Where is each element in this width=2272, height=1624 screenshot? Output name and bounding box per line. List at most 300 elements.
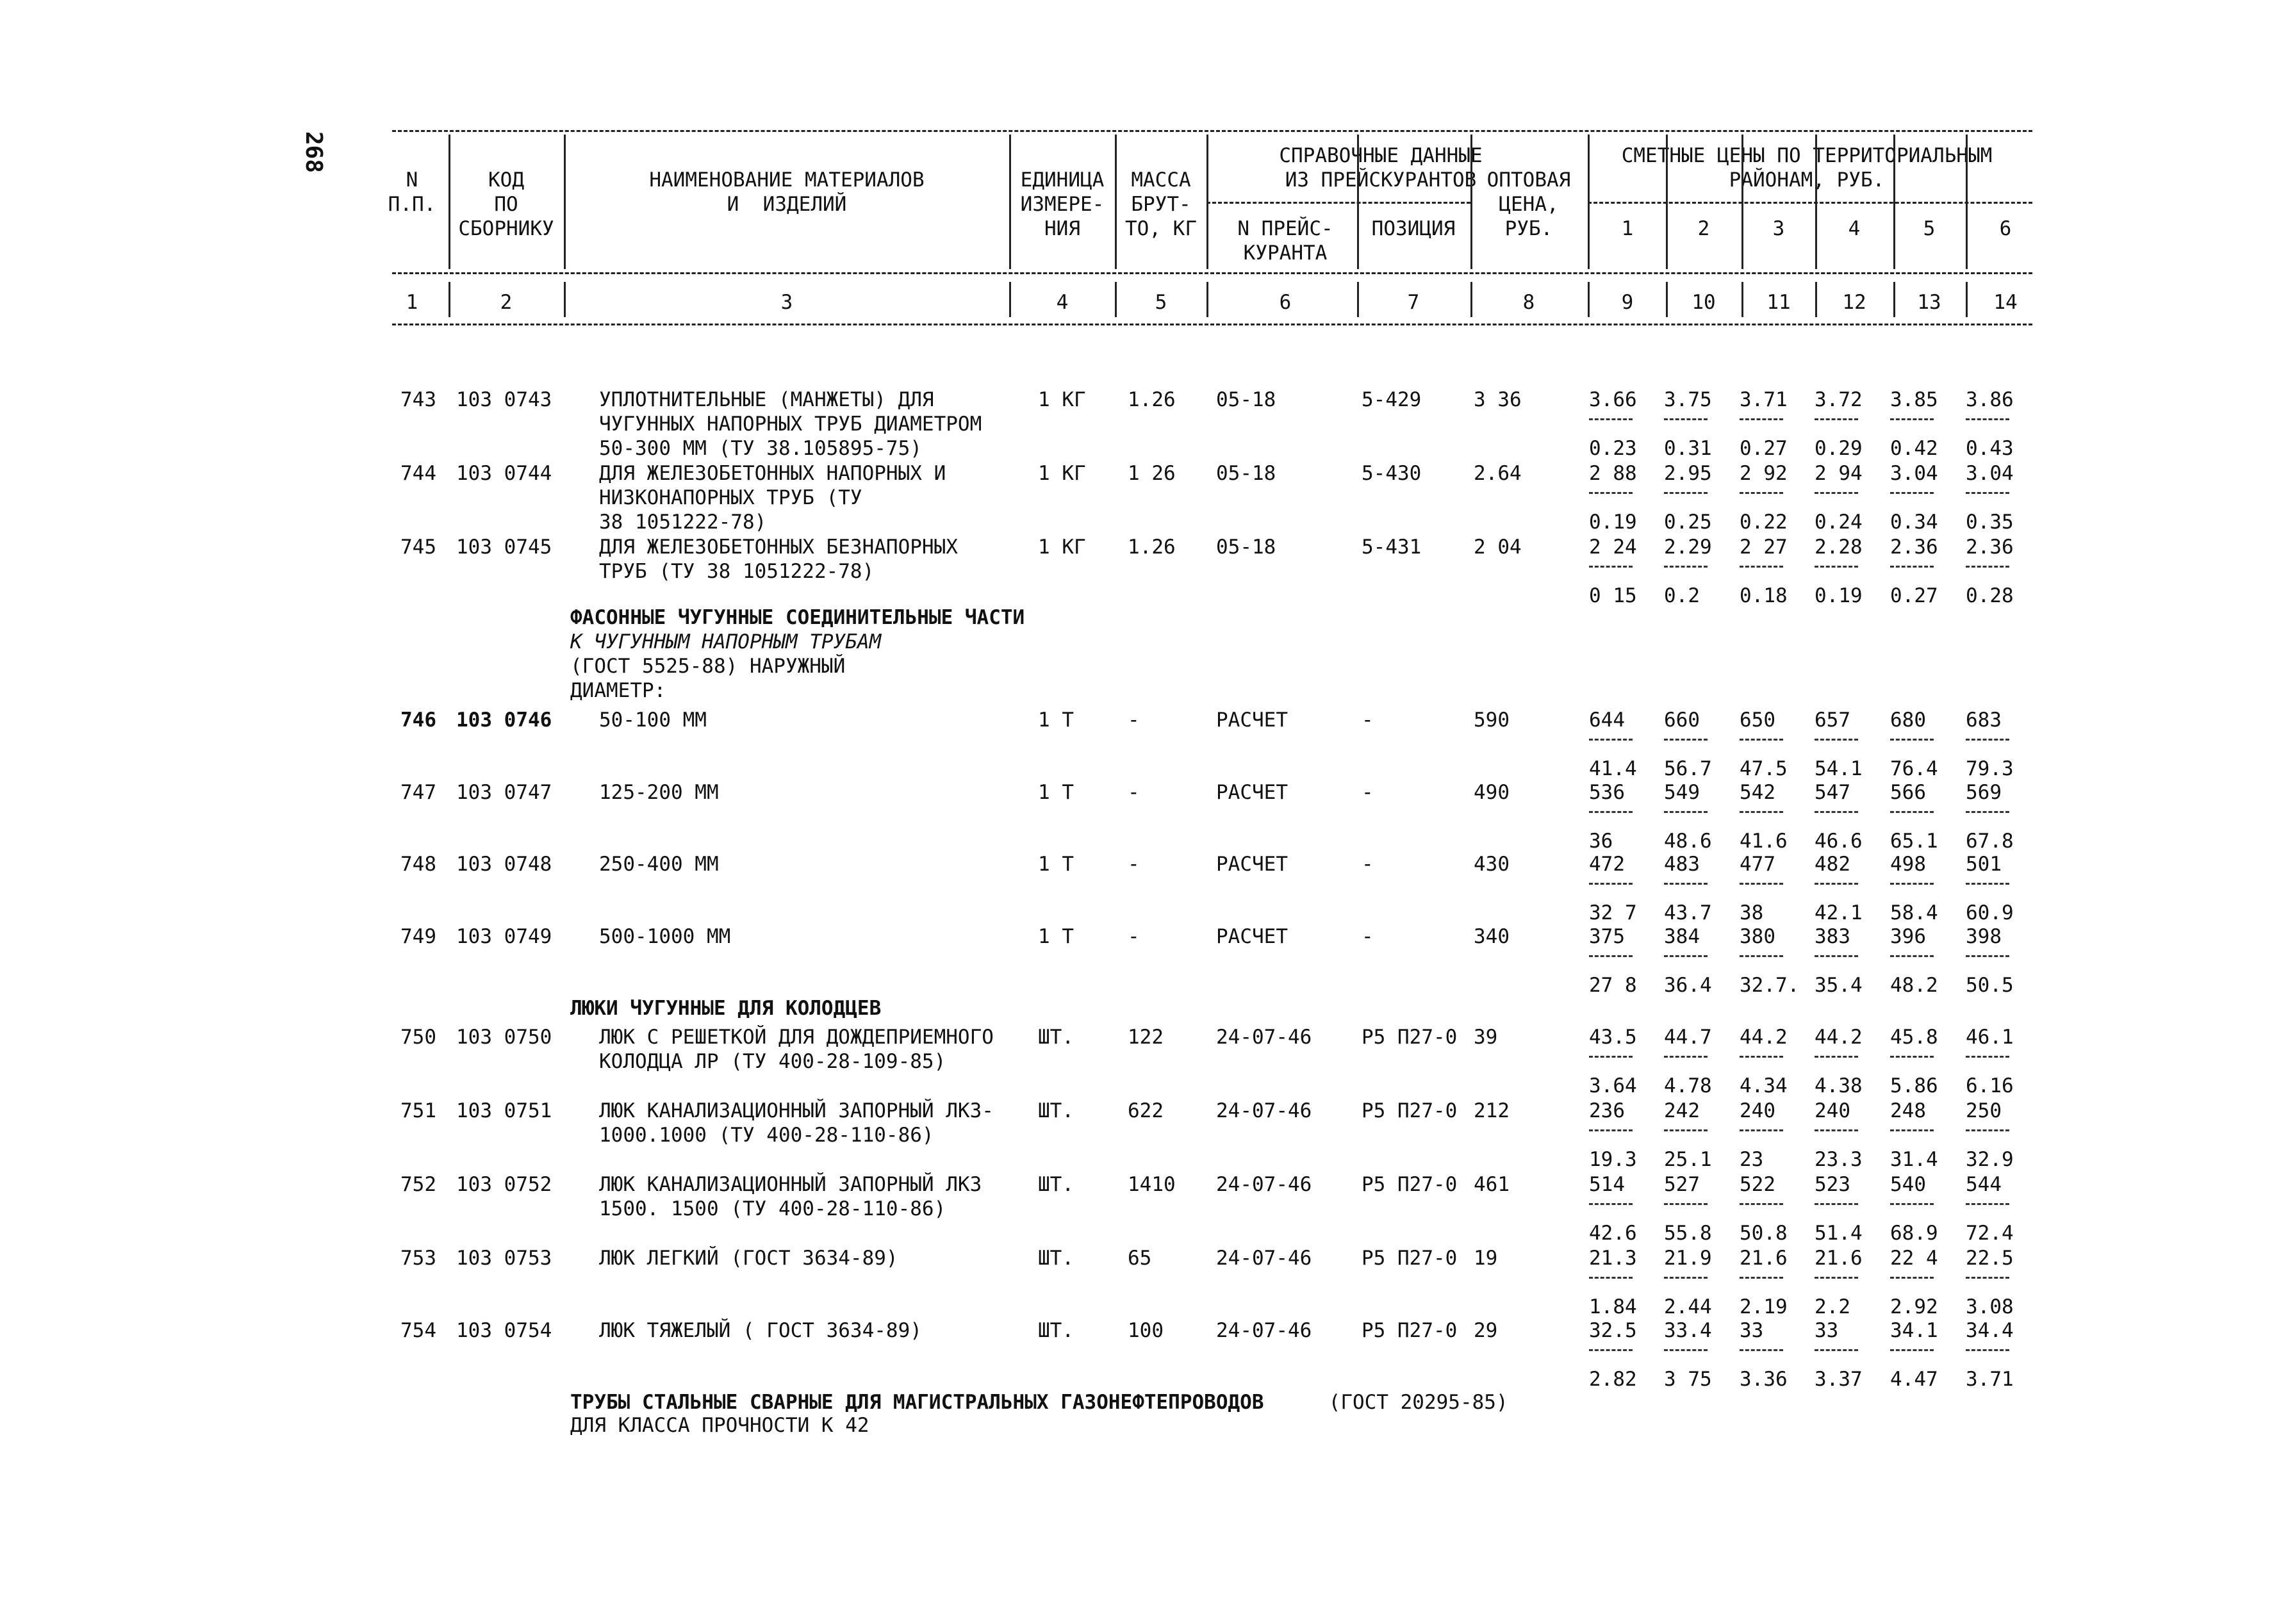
column-number: 10 <box>1692 291 1716 314</box>
price-fraction-bar <box>1740 566 1783 568</box>
price-fraction-bar <box>1589 1277 1633 1279</box>
row-estimate-price: 22 4 <box>1890 1247 1938 1270</box>
row-estimate-component: 3.08 <box>1966 1295 2014 1318</box>
row-estimate-component: 2.2 <box>1815 1295 1850 1318</box>
price-fraction-bar <box>1815 811 1858 813</box>
price-fraction-bar <box>1589 1203 1633 1205</box>
row-estimate-price: 250 <box>1966 1099 2002 1122</box>
row-code: 103 0748 <box>456 853 552 876</box>
row-estimate-component: 0.43 <box>1966 437 2014 460</box>
row-estimate-component: 36.4 <box>1664 974 1712 997</box>
header-col5-line: МАССА <box>1131 168 1191 192</box>
row-estimate-component: 0.22 <box>1740 511 1788 534</box>
row-estimate-component: 0 15 <box>1589 584 1637 607</box>
header-col8-line: РУБ. <box>1504 217 1553 240</box>
price-fraction-bar <box>1815 883 1858 885</box>
row-estimate-component: 0.28 <box>1966 584 2014 607</box>
row-position: Р5 П27-0 <box>1362 1247 1458 1270</box>
section-hatches-title: ЛЮКИ ЧУГУННЫЕ ДЛЯ КОЛОДЦЕВ <box>570 997 882 1020</box>
row-estimate-component: 0.23 <box>1589 437 1637 460</box>
row-estimate-price: 248 <box>1890 1099 1926 1122</box>
row-pricelist: 24-07-46 <box>1216 1173 1312 1196</box>
row-estimate-component: 0.25 <box>1664 511 1712 534</box>
row-estimate-price: 3.86 <box>1966 388 2014 411</box>
row-estimate-price: 375 <box>1589 925 1625 948</box>
colnum-divider <box>449 282 450 317</box>
price-fraction-bar <box>1589 566 1633 568</box>
colnum-divider <box>1893 282 1895 317</box>
row-estimate-component: 3.64 <box>1589 1074 1637 1097</box>
row-estimate-price: 43.5 <box>1589 1026 1637 1049</box>
header-price-group-line: РАЙОНАМ, РУБ. <box>1729 168 1885 192</box>
price-fraction-bar <box>1740 883 1783 885</box>
row-estimate-price: 34.1 <box>1890 1319 1938 1342</box>
row-estimate-price: 477 <box>1740 853 1775 876</box>
row-mass: - <box>1128 781 1140 804</box>
row-estimate-component: 60.9 <box>1966 901 2014 924</box>
header-divider <box>1009 135 1011 269</box>
price-fraction-bar <box>1740 1203 1783 1205</box>
price-fraction-bar <box>1966 418 2009 420</box>
price-fraction-bar <box>1740 1349 1783 1351</box>
row-estimate-component: 65.1 <box>1890 830 1938 853</box>
row-estimate-component: 0.2 <box>1664 584 1700 607</box>
price-fraction-bar <box>1740 1277 1783 1279</box>
row-code: 103 0745 <box>456 536 552 559</box>
row-code: 103 0747 <box>456 781 552 804</box>
header-region-number: 4 <box>1848 217 1861 240</box>
row-number: 746 <box>400 709 436 732</box>
header-col3-line: И ИЗДЕЛИЙ <box>727 193 847 216</box>
row-estimate-component: 36 <box>1589 830 1613 853</box>
section-fittings-title: ФАСОННЫЕ ЧУГУННЫЕ СОЕДИНИТЕЛЬНЫЕ ЧАСТИ <box>570 606 1025 629</box>
row-estimate-component: 0.31 <box>1664 437 1712 460</box>
row-pricelist: 05-18 <box>1216 388 1276 411</box>
row-estimate-component: 6.16 <box>1966 1074 2014 1097</box>
row-unit: 1 Т <box>1038 925 1074 948</box>
price-fraction-bar <box>1815 1129 1858 1131</box>
row-estimate-price: 644 <box>1589 709 1625 732</box>
colnum-divider <box>1009 282 1011 317</box>
price-fraction-bar <box>1664 566 1708 568</box>
column-number: 7 <box>1407 291 1420 314</box>
row-estimate-price: 2.36 <box>1890 536 1938 559</box>
row-mass: 1 26 <box>1128 462 1176 485</box>
header-col6-line: N ПРЕЙС- <box>1237 217 1333 240</box>
row-pricelist: 24-07-46 <box>1216 1099 1312 1122</box>
row-estimate-price: 240 <box>1740 1099 1775 1122</box>
row-pricelist: РАСЧЕТ <box>1216 781 1288 804</box>
row-position: Р5 П27-0 <box>1362 1099 1458 1122</box>
row-name-line: 50-100 ММ <box>599 709 707 732</box>
row-number: 749 <box>400 925 436 948</box>
row-unit: 1 Т <box>1038 709 1074 732</box>
row-number: 754 <box>400 1319 436 1342</box>
row-wholesale-price: 29 <box>1474 1319 1498 1342</box>
price-fraction-bar <box>1815 1349 1858 1351</box>
row-estimate-price: 44.2 <box>1740 1026 1788 1049</box>
price-fraction-bar <box>1589 1129 1633 1131</box>
row-unit: ШТ. <box>1038 1247 1074 1270</box>
header-col1-line: N <box>406 168 418 192</box>
row-estimate-component: 48.6 <box>1664 830 1712 853</box>
header-price-subrule <box>1588 202 2032 204</box>
price-fraction-bar <box>1815 739 1858 741</box>
price-fraction-bar <box>1890 1129 1934 1131</box>
price-fraction-bar <box>1589 1349 1633 1351</box>
price-fraction-bar <box>1815 1056 1858 1058</box>
row-estimate-price: 380 <box>1740 925 1775 948</box>
row-name-line: УПЛОТНИТЕЛЬНЫЕ (МАНЖЕТЫ) ДЛЯ <box>599 388 934 411</box>
row-estimate-price: 44.2 <box>1815 1026 1863 1049</box>
row-estimate-component: 0.29 <box>1815 437 1863 460</box>
row-estimate-component: 3.36 <box>1740 1368 1788 1391</box>
row-code: 103 0750 <box>456 1026 552 1049</box>
row-estimate-component: 25.1 <box>1664 1148 1712 1171</box>
row-unit: 1 КГ <box>1038 462 1086 485</box>
header-col4-line: ЕДИНИЦА <box>1020 168 1105 192</box>
row-number: 753 <box>400 1247 436 1270</box>
price-fraction-bar <box>1664 1129 1708 1131</box>
row-estimate-price: 2 94 <box>1815 462 1863 485</box>
row-number: 748 <box>400 853 436 876</box>
row-estimate-price: 683 <box>1966 709 2002 732</box>
row-estimate-price: 2.95 <box>1664 462 1712 485</box>
row-mass: - <box>1128 925 1140 948</box>
row-estimate-component: 3.71 <box>1966 1368 2014 1391</box>
row-estimate-price: 569 <box>1966 781 2002 804</box>
header-divider <box>449 135 450 269</box>
row-estimate-component: 2.19 <box>1740 1295 1788 1318</box>
row-estimate-price: 2 27 <box>1740 536 1788 559</box>
header-col3-line: НАИМЕНОВАНИЕ МАТЕРИАЛОВ <box>649 168 925 192</box>
colnum-divider <box>1966 282 1968 317</box>
row-name-line: ЧУГУННЫХ НАПОРНЫХ ТРУБ ДИАМЕТРОМ <box>599 413 982 436</box>
price-fraction-bar <box>1966 739 2009 741</box>
column-number: 8 <box>1522 291 1535 314</box>
price-fraction-bar <box>1890 1056 1934 1058</box>
price-fraction-bar <box>1740 811 1783 813</box>
row-mass: - <box>1128 853 1140 876</box>
row-name-line: 38 1051222-78) <box>599 511 767 534</box>
price-fraction-bar <box>1966 1129 2009 1131</box>
row-estimate-price: 240 <box>1815 1099 1850 1122</box>
price-fraction-bar <box>1664 955 1708 957</box>
header-region-number: 5 <box>1923 217 1936 240</box>
row-mass: 65 <box>1128 1247 1152 1270</box>
row-name-line: ТРУБ (ТУ 38 1051222-78) <box>599 560 875 583</box>
row-estimate-component: 32.7. <box>1740 974 1800 997</box>
colnum-divider <box>1206 282 1208 317</box>
header-col2-line: ПО <box>494 193 518 216</box>
row-code: 103 0744 <box>456 462 552 485</box>
row-name-line: ЛЮК КАНАЛИЗАЦИОННЫЙ ЗАПОРНЫЙ ЛКЗ <box>599 1173 982 1196</box>
row-estimate-component: 23.3 <box>1815 1148 1863 1171</box>
colnum-divider <box>1115 282 1117 317</box>
price-fraction-bar <box>1890 1277 1934 1279</box>
price-fraction-bar <box>1815 955 1858 957</box>
row-mass: 100 <box>1128 1319 1164 1342</box>
column-number: 1 <box>406 291 418 314</box>
price-fraction-bar <box>1664 739 1708 741</box>
row-estimate-component: 54.1 <box>1815 757 1863 780</box>
section-pipes-standard: (ГОСТ 20295-85) <box>1317 1391 1508 1414</box>
row-estimate-price: 236 <box>1589 1099 1625 1122</box>
row-estimate-component: 0.19 <box>1815 584 1863 607</box>
row-estimate-component: 23 <box>1740 1148 1764 1171</box>
header-col8-line: ОПТОВАЯ <box>1486 168 1571 192</box>
row-estimate-price: 34.4 <box>1966 1319 2014 1342</box>
row-name-line: ЛЮК С РЕШЕТКОЙ ДЛЯ ДОЖДЕПРИЕМНОГО <box>599 1026 994 1049</box>
row-estimate-price: 501 <box>1966 853 2002 876</box>
row-pricelist: 05-18 <box>1216 462 1276 485</box>
price-fraction-bar <box>1890 883 1934 885</box>
row-position: Р5 П27-0 <box>1362 1026 1458 1049</box>
price-fraction-bar <box>1589 492 1633 494</box>
row-position: Р5 П27-0 <box>1362 1319 1458 1342</box>
row-number: 744 <box>400 462 436 485</box>
row-name-line: 50-300 ММ (ТУ 38.105895-75) <box>599 437 922 460</box>
column-number: 11 <box>1766 291 1791 314</box>
row-pricelist: РАСЧЕТ <box>1216 709 1288 732</box>
price-fraction-bar <box>1664 1203 1708 1205</box>
price-fraction-bar <box>1815 566 1858 568</box>
row-estimate-component: 50.5 <box>1966 974 2014 997</box>
price-fraction-bar <box>1966 1277 2009 1279</box>
row-estimate-component: 4.34 <box>1740 1074 1788 1097</box>
row-unit: 1 Т <box>1038 853 1074 876</box>
header-col4-line: НИЯ <box>1044 217 1080 240</box>
price-fraction-bar <box>1740 955 1783 957</box>
row-estimate-component: 0.35 <box>1966 511 2014 534</box>
row-name-line: ДЛЯ ЖЕЛЕЗОБЕТОННЫХ НАПОРНЫХ И <box>599 462 946 485</box>
row-number: 750 <box>400 1026 436 1049</box>
header-region-number: 1 <box>1621 217 1634 240</box>
row-estimate-price: 2.36 <box>1966 536 2014 559</box>
column-number: 4 <box>1056 291 1069 314</box>
row-estimate-price: 2 88 <box>1589 462 1637 485</box>
row-estimate-price: 536 <box>1589 781 1625 804</box>
row-number: 752 <box>400 1173 436 1196</box>
row-estimate-component: 0.27 <box>1890 584 1938 607</box>
column-number: 2 <box>500 291 513 314</box>
price-fraction-bar <box>1966 492 2009 494</box>
row-unit: ШТ. <box>1038 1099 1074 1122</box>
price-fraction-bar <box>1966 955 2009 957</box>
row-estimate-component: 56.7 <box>1664 757 1712 780</box>
price-fraction-bar <box>1740 739 1783 741</box>
row-wholesale-price: 3 36 <box>1474 388 1522 411</box>
row-estimate-price: 3.85 <box>1890 388 1938 411</box>
row-unit: 1 КГ <box>1038 536 1086 559</box>
row-estimate-component: 3.37 <box>1815 1368 1863 1391</box>
row-position: 5-429 <box>1362 388 1422 411</box>
row-estimate-component: 0.27 <box>1740 437 1788 460</box>
colnum-divider <box>1815 282 1817 317</box>
row-position: - <box>1362 853 1374 876</box>
row-name-line: КОЛОДЦА ЛР (ТУ 400-28-109-85) <box>599 1050 946 1073</box>
row-estimate-price: 680 <box>1890 709 1926 732</box>
header-ref-group-line: ИЗ ПРЕЙСКУРАНТОВ <box>1285 168 1477 192</box>
row-estimate-price: 660 <box>1664 709 1700 732</box>
row-estimate-component: 48.2 <box>1890 974 1938 997</box>
row-unit: ШТ. <box>1038 1173 1074 1196</box>
row-code: 103 0754 <box>456 1319 552 1342</box>
price-fraction-bar <box>1966 566 2009 568</box>
row-wholesale-price: 590 <box>1474 709 1510 732</box>
row-estimate-price: 384 <box>1664 925 1700 948</box>
row-estimate-component: 2.92 <box>1890 1295 1938 1318</box>
row-estimate-component: 79.3 <box>1966 757 2014 780</box>
row-mass: 1410 <box>1128 1173 1176 1196</box>
row-estimate-price: 482 <box>1815 853 1850 876</box>
row-estimate-price: 483 <box>1664 853 1700 876</box>
row-estimate-component: 4.78 <box>1664 1074 1712 1097</box>
header-col1-line: П.П. <box>388 193 436 216</box>
price-fraction-bar <box>1890 1349 1934 1351</box>
row-name-line: 250-400 ММ <box>599 853 719 876</box>
column-number: 3 <box>780 291 793 314</box>
price-fraction-bar <box>1815 1203 1858 1205</box>
colnum-divider <box>564 282 566 317</box>
price-fraction-bar <box>1740 1129 1783 1131</box>
row-wholesale-price: 212 <box>1474 1099 1510 1122</box>
row-unit: ШТ. <box>1038 1026 1074 1049</box>
header-region-number: 6 <box>1999 217 2012 240</box>
price-fraction-bar <box>1664 883 1708 885</box>
header-price-group-line: СМЕТНЫЕ ЦЕНЫ ПО ТЕРРИТОРИАЛЬНЫМ <box>1621 144 1993 167</box>
row-unit: 1 Т <box>1038 781 1074 804</box>
row-position: - <box>1362 709 1374 732</box>
row-estimate-component: 0.34 <box>1890 511 1938 534</box>
row-code: 103 0743 <box>456 388 552 411</box>
row-position: 5-431 <box>1362 536 1422 559</box>
colnum-divider <box>1741 282 1743 317</box>
row-estimate-component: 42.1 <box>1815 901 1863 924</box>
colnum-divider <box>1357 282 1359 317</box>
header-col8-line: ЦЕНА, <box>1499 193 1559 216</box>
row-estimate-component: 2.82 <box>1589 1368 1637 1391</box>
row-name-line: 125-200 ММ <box>599 781 719 804</box>
header-col6-line: КУРАНТА <box>1243 242 1328 265</box>
price-fraction-bar <box>1890 811 1934 813</box>
header-divider <box>1470 135 1472 269</box>
row-estimate-component: 72.4 <box>1966 1222 2014 1245</box>
header-ref-subrule <box>1206 202 1470 204</box>
row-estimate-component: 42.6 <box>1589 1222 1637 1245</box>
row-wholesale-price: 461 <box>1474 1173 1510 1196</box>
row-estimate-price: 2.28 <box>1815 536 1863 559</box>
header-col7-line: ПОЗИЦИЯ <box>1371 217 1456 240</box>
row-pricelist: 24-07-46 <box>1216 1247 1312 1270</box>
section-fittings-sub: К ЧУГУННЫМ НАПОРНЫМ ТРУБАМ <box>570 630 882 653</box>
row-wholesale-price: 430 <box>1474 853 1510 876</box>
row-position: 5-430 <box>1362 462 1422 485</box>
row-name-line: 500-1000 ММ <box>599 925 731 948</box>
row-estimate-price: 44.7 <box>1664 1026 1712 1049</box>
row-estimate-price: 21.6 <box>1740 1247 1788 1270</box>
row-estimate-component: 46.6 <box>1815 830 1863 853</box>
section-pipes-title: ТРУБЫ СТАЛЬНЫЕ СВАРНЫЕ ДЛЯ МАГИСТРАЛЬНЫХ ГАЗОНЕФТЕПРОВОДОВ <box>570 1391 1264 1414</box>
column-number: 9 <box>1621 291 1634 314</box>
row-estimate-component: 4.47 <box>1890 1368 1938 1391</box>
row-estimate-component: 32.9 <box>1966 1148 2014 1171</box>
section-pipes-subtitle: ДЛЯ КЛАССА ПРОЧНОСТИ К 42 <box>570 1414 869 1437</box>
row-estimate-component: 5.86 <box>1890 1074 1938 1097</box>
header-region-number: 2 <box>1697 217 1710 240</box>
row-estimate-price: 46.1 <box>1966 1026 2014 1049</box>
row-estimate-price: 657 <box>1815 709 1850 732</box>
row-estimate-component: 35.4 <box>1815 974 1863 997</box>
row-estimate-component: 27 8 <box>1589 974 1637 997</box>
column-number: 12 <box>1842 291 1866 314</box>
row-estimate-price: 383 <box>1815 925 1850 948</box>
row-estimate-price: 398 <box>1966 925 2002 948</box>
price-fraction-bar <box>1740 418 1783 420</box>
row-estimate-component: 0.19 <box>1589 511 1637 534</box>
price-fraction-bar <box>1589 418 1633 420</box>
row-mass: - <box>1128 709 1140 732</box>
colnum-divider <box>1470 282 1472 317</box>
row-estimate-component: 1.84 <box>1589 1295 1637 1318</box>
price-fraction-bar <box>1890 739 1934 741</box>
row-estimate-component: 41.4 <box>1589 757 1637 780</box>
row-estimate-price: 547 <box>1815 781 1850 804</box>
row-estimate-price: 22.5 <box>1966 1247 2014 1270</box>
row-code: 103 0749 <box>456 925 552 948</box>
row-estimate-component: 55.8 <box>1664 1222 1712 1245</box>
row-estimate-price: 21.3 <box>1589 1247 1637 1270</box>
price-fraction-bar <box>1815 492 1858 494</box>
section-fittings-sub: (ГОСТ 5525-88) НАРУЖНЫЙ <box>570 655 846 678</box>
row-position: - <box>1362 781 1374 804</box>
row-mass: 122 <box>1128 1026 1164 1049</box>
row-estimate-component: 19.3 <box>1589 1148 1637 1171</box>
row-estimate-price: 33.4 <box>1664 1319 1712 1342</box>
price-fraction-bar <box>1664 418 1708 420</box>
row-estimate-component: 68.9 <box>1890 1222 1938 1245</box>
row-estimate-price: 549 <box>1664 781 1700 804</box>
row-estimate-price: 566 <box>1890 781 1926 804</box>
row-estimate-price: 2 24 <box>1589 536 1637 559</box>
column-number: 13 <box>1917 291 1941 314</box>
row-estimate-price: 472 <box>1589 853 1625 876</box>
price-fraction-bar <box>1890 566 1934 568</box>
row-estimate-price: 522 <box>1740 1173 1775 1196</box>
price-fraction-bar <box>1966 883 2009 885</box>
row-estimate-price: 32.5 <box>1589 1319 1637 1342</box>
row-estimate-price: 523 <box>1815 1173 1850 1196</box>
price-fraction-bar <box>1966 1203 2009 1205</box>
row-estimate-price: 2.29 <box>1664 536 1712 559</box>
row-wholesale-price: 39 <box>1474 1026 1498 1049</box>
header-col2-line: СБОРНИКУ <box>458 217 554 240</box>
price-fraction-bar <box>1664 1277 1708 1279</box>
header-region-number: 3 <box>1772 217 1785 240</box>
row-wholesale-price: 340 <box>1474 925 1510 948</box>
row-estimate-component: 47.5 <box>1740 757 1788 780</box>
price-fraction-bar <box>1815 1277 1858 1279</box>
price-fraction-bar <box>1589 955 1633 957</box>
header-col5-line: ТО, КГ <box>1125 217 1197 240</box>
row-estimate-component: 0.18 <box>1740 584 1788 607</box>
row-number: 743 <box>400 388 436 411</box>
row-estimate-price: 514 <box>1589 1173 1625 1196</box>
column-number: 14 <box>1993 291 2018 314</box>
header-divider <box>564 135 566 269</box>
row-estimate-component: 3 75 <box>1664 1368 1712 1391</box>
row-code: 103 0751 <box>456 1099 552 1122</box>
